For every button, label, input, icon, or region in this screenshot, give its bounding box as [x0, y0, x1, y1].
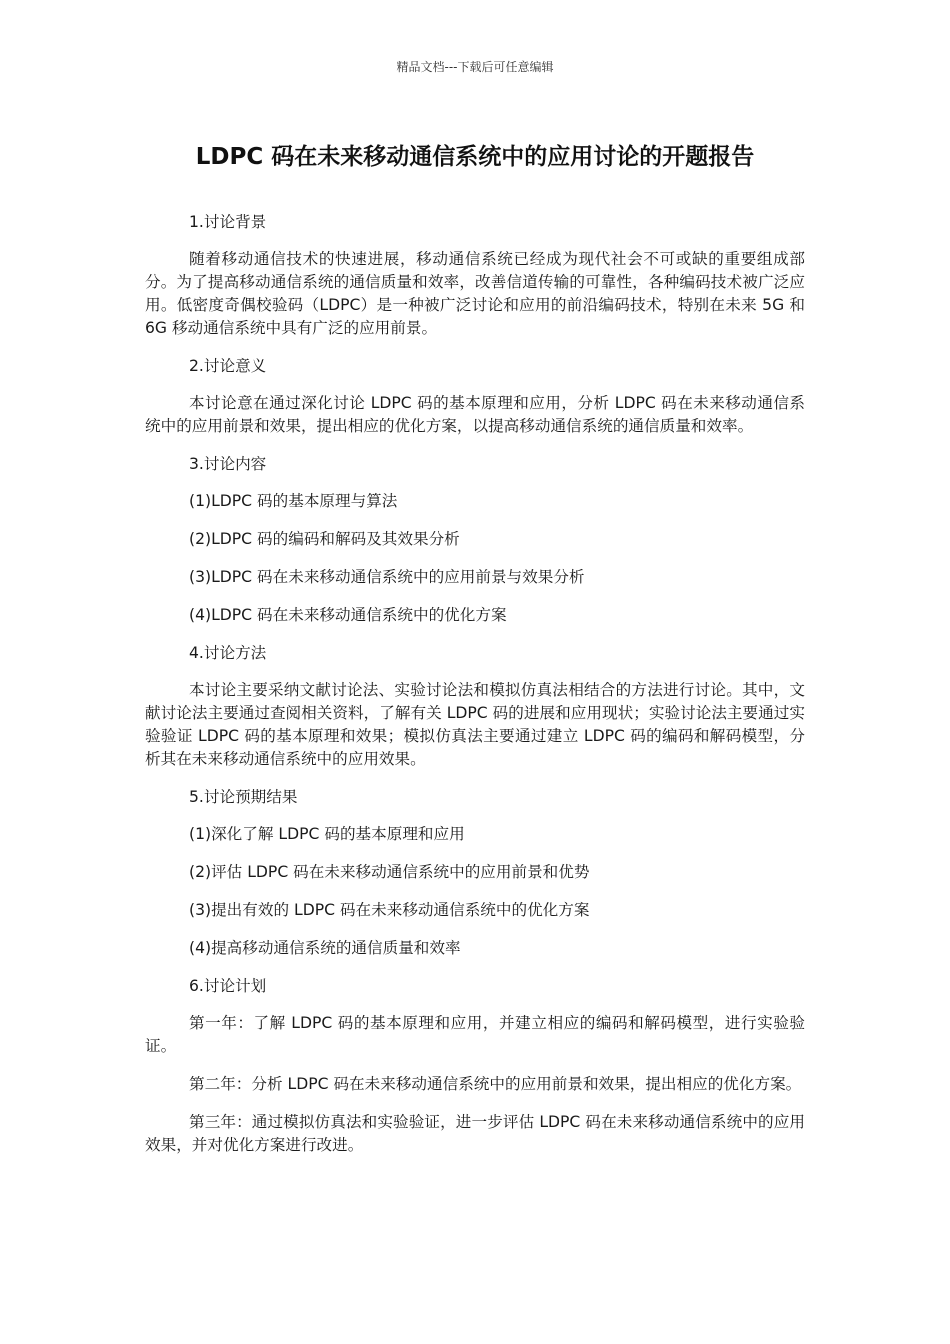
expected-result-item: (2)评估 LDPC 码在未来移动通信系统中的应用前景和优势 — [189, 863, 590, 881]
section-heading-method: 4.讨论方法 — [189, 644, 267, 662]
method-paragraph: 本讨论主要采纳文献讨论法、实验讨论法和模拟仿真法相结合的方法进行讨论。其中，文献讨论法主要通过查阅相关资料，了解有关 LDPC 码的进展和应用现状；实验讨论法主要通过实验验证 LDPC 码的基本原理和效果；模拟仿真法主要通过建立 LDPC 码的编码和解码模型，分析其在未来移动通信系统中的应用效果。 — [145, 681, 805, 768]
content-item: (4)LDPC 码在未来移动通信系统中的优化方案 — [189, 606, 507, 624]
plan-paragraph-year1: 第一年：了解 LDPC 码的基本原理和应用，并建立相应的编码和解码模型，进行实验验证。 — [145, 1014, 805, 1055]
expected-result-item: (1)深化了解 LDPC 码的基本原理和应用 — [189, 825, 465, 843]
section-heading-expected-results: 5.讨论预期结果 — [189, 788, 298, 806]
content-item: (1)LDPC 码的基本原理与算法 — [189, 492, 398, 510]
content-item: (2)LDPC 码的编码和解码及其效果分析 — [189, 530, 460, 548]
plan-paragraph-year3: 第三年：通过模拟仿真法和实验验证，进一步评估 LDPC 码在未来移动通信系统中的应用效果，并对优化方案进行改进。 — [145, 1113, 805, 1154]
content-item: (3)LDPC 码在未来移动通信系统中的应用前景与效果分析 — [189, 568, 585, 586]
plan-paragraph-year2: 第二年：分析 LDPC 码在未来移动通信系统中的应用前景和效果，提出相应的优化方案。 — [189, 1075, 802, 1093]
expected-result-item: (4)提高移动通信系统的通信质量和效率 — [189, 939, 461, 957]
expected-result-item: (3)提出有效的 LDPC 码在未来移动通信系统中的优化方案 — [189, 901, 590, 919]
section-heading-plan: 6.讨论计划 — [189, 977, 267, 995]
document-title: LDPC 码在未来移动通信系统中的应用讨论的开题报告 — [195, 144, 755, 170]
section-heading-significance: 2.讨论意义 — [189, 357, 267, 375]
section-heading-content: 3.讨论内容 — [189, 455, 267, 473]
background-paragraph: 随着移动通信技术的快速进展，移动通信系统已经成为现代社会不可或缺的重要组成部分。为了提高移动通信系统的通信质量和效率，改善信道传输的可靠性，各种编码技术被广泛应用。低密度奇偶校验码（LDPC）是一种被广泛讨论和应用的前沿编码技术，特别在未来 5G 和 6G 移动通信系统中具有广泛的应用前景。 — [145, 250, 805, 337]
significance-paragraph: 本讨论意在通过深化讨论 LDPC 码的基本原理和应用，分析 LDPC 码在未来移动通信系统中的应用前景和效果，提出相应的优化方案，以提高移动通信系统的通信质量和效率。 — [145, 394, 805, 435]
document-body — [145, 211, 805, 1172]
page-header: 精品文档---下载后可任意编辑 — [396, 60, 554, 74]
section-heading-background: 1.讨论背景 — [189, 213, 267, 231]
